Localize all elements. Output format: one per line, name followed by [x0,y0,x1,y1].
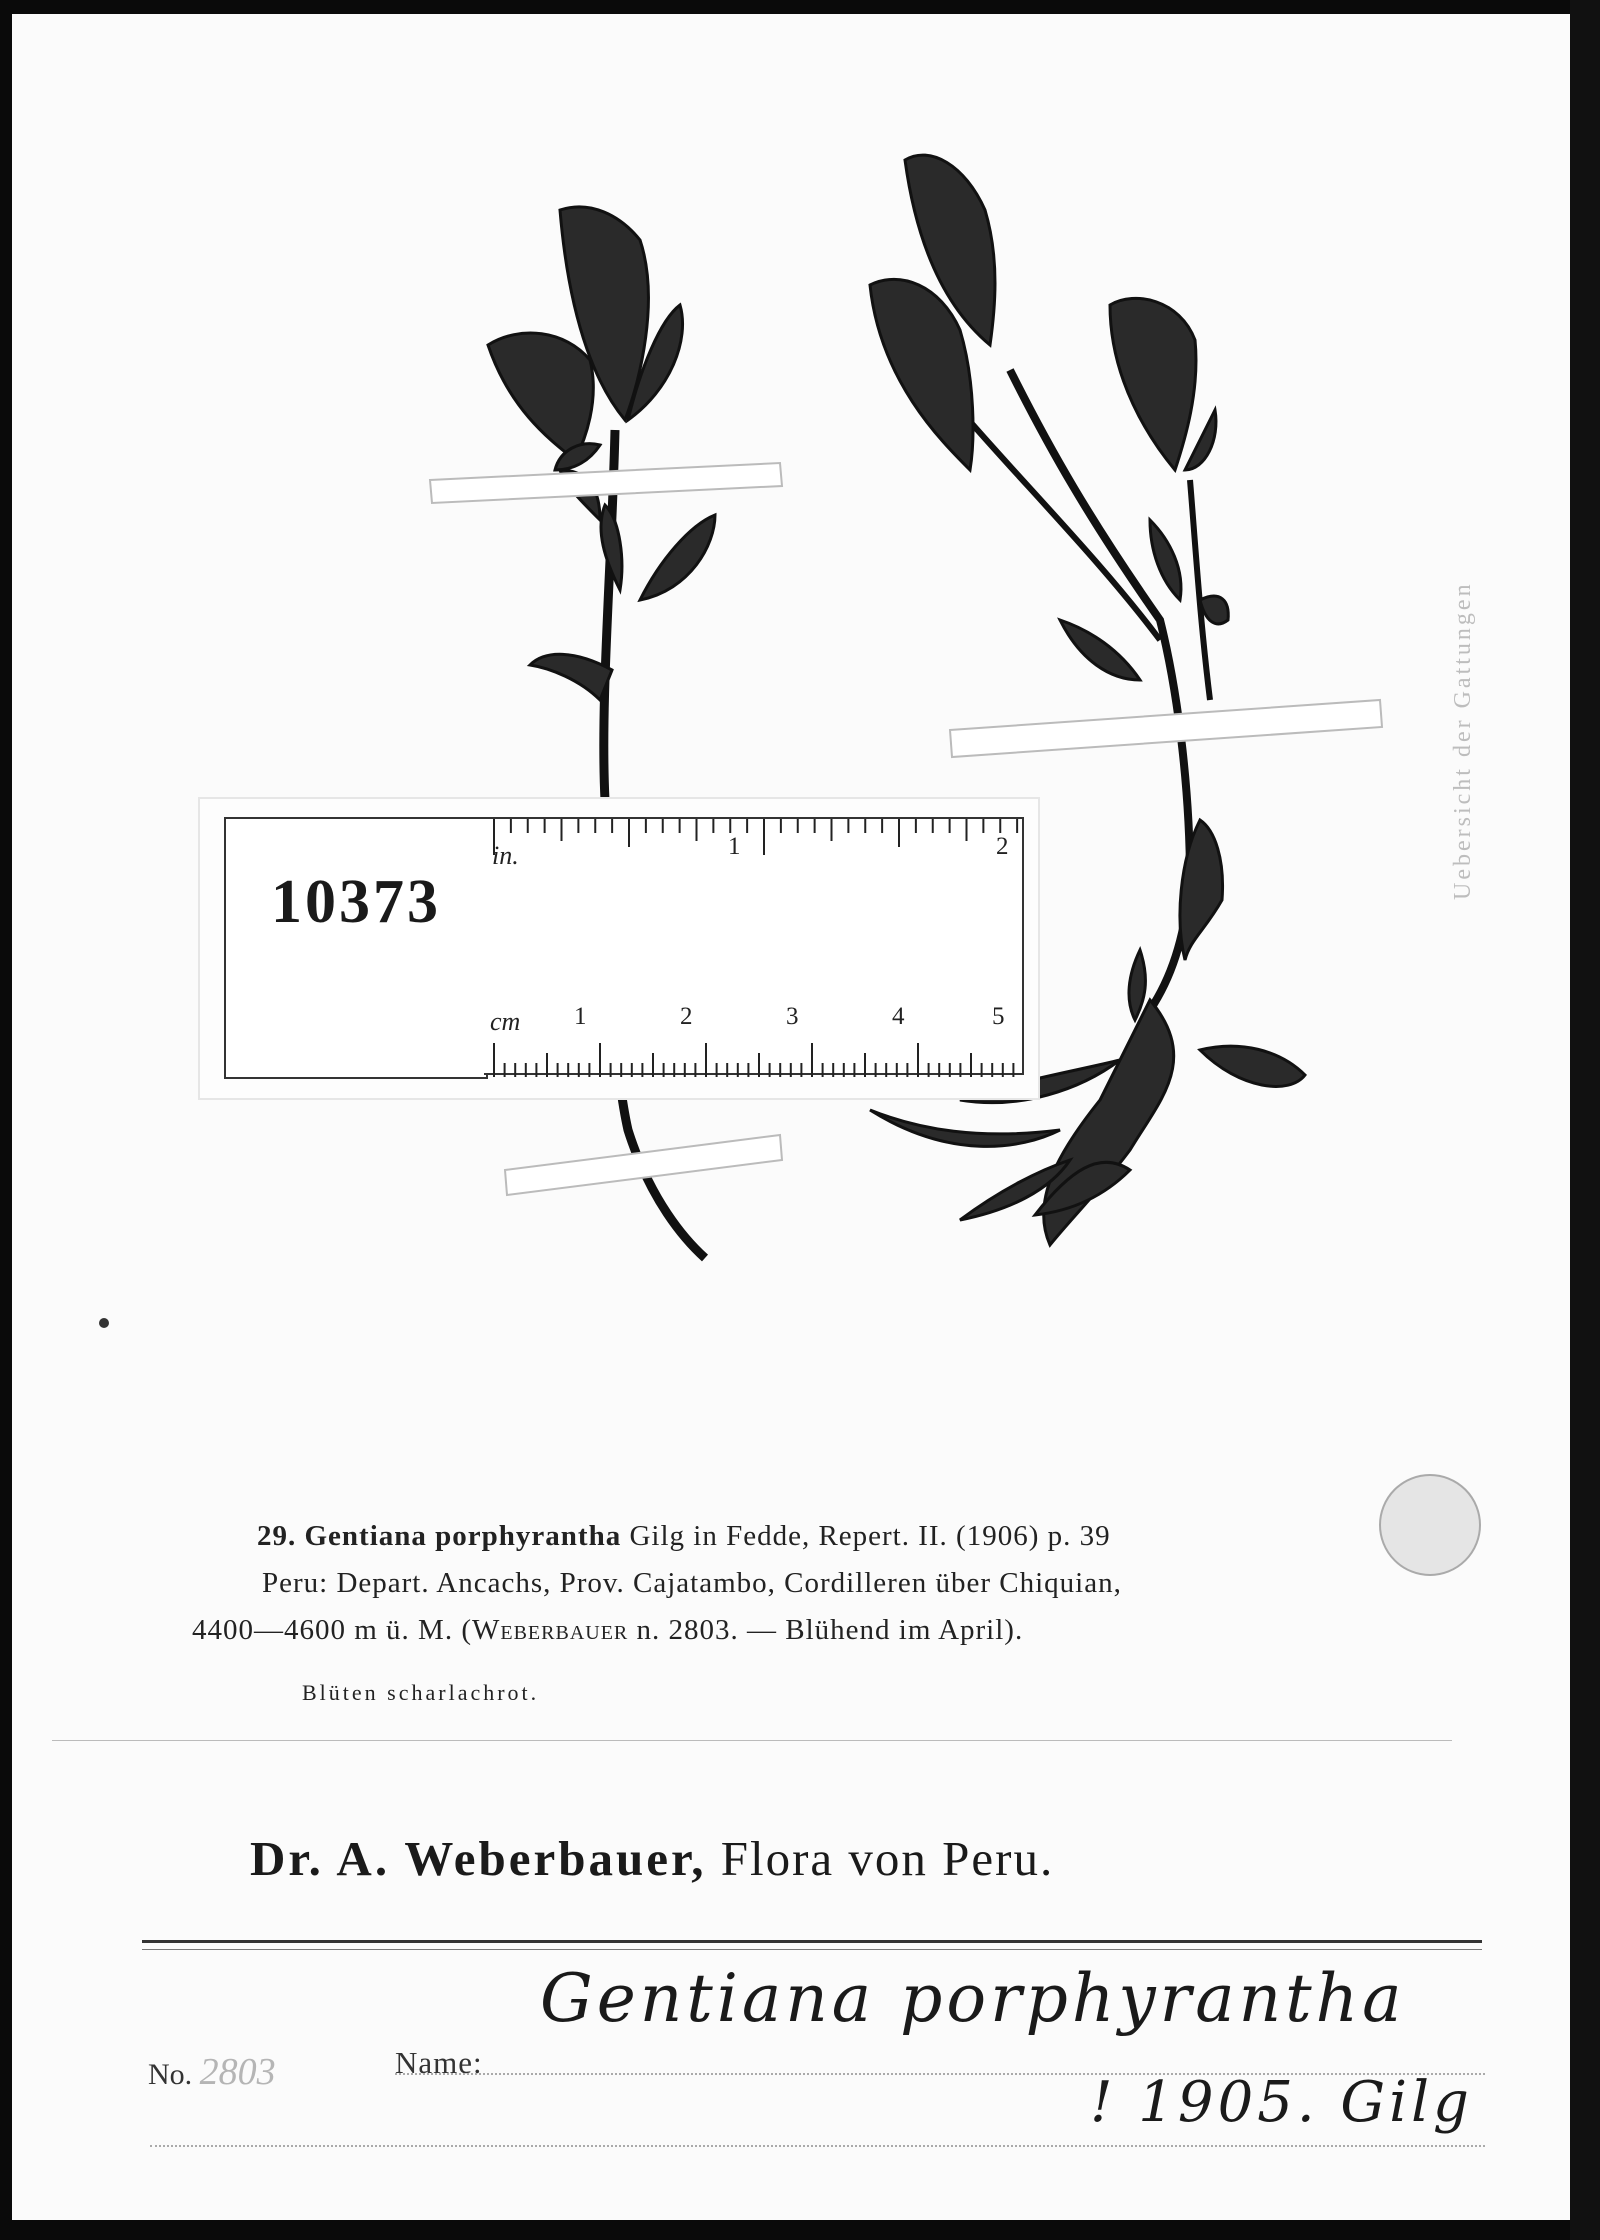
label-number: 29. [257,1520,297,1552]
ruler-ticks [484,819,1024,1077]
collector-header [250,1830,1054,1887]
catalog-number: 10373 [271,868,441,936]
catalog-box [224,817,488,1079]
name-label: Name: [395,2045,483,2080]
handwritten-name: Gentiana porphyrantha [540,1960,1406,2037]
label-line-3 [192,1614,1023,1647]
label-collector: Weberbauer [472,1614,629,1646]
no-value: 2803 [199,2051,276,2093]
cm-mark-2: 2 [680,1003,693,1030]
label-species: Gentiana porphyrantha [304,1520,622,1552]
name-dotted-line-2 [150,2145,1485,2147]
inch-unit-label: in. [492,841,519,870]
label-border [52,1740,1452,1741]
left-specimen [488,207,715,1258]
label-line-2: Peru: Depart. Ancachs, Prov. Cajatambo, Cordilleren über Chiquian, [262,1567,1122,1599]
collector-name: Dr. A. Weberbauer, [250,1831,707,1886]
cm-mark-3: 3 [786,1003,799,1030]
vertical-stamp [1432,400,1492,920]
label-note: Blüten scharlachrot. [302,1680,540,1705]
stamp-text: Uebersicht der Gattungen [1450,581,1476,900]
no-label-text: No. [148,2058,193,2091]
scale-ruler [198,797,1040,1100]
cm-mark-4: 4 [892,1003,905,1030]
label-line-1 [257,1520,1111,1553]
cm-mark-1: 1 [574,1003,587,1030]
no-label [148,2050,276,2094]
label-record: n. 2803. — Blühend im April). [628,1614,1024,1646]
label-citation: Gilg in Fedde, Repert. II. (1906) p. 39 [629,1520,1111,1552]
label-altitude: 4400—4600 m ü. M. ( [192,1614,472,1646]
cm-unit-label: cm [490,1007,521,1036]
flora-title: Flora von Peru. [720,1831,1055,1886]
printed-label [52,1490,1452,1740]
cm-mark-5: 5 [992,1003,1005,1030]
ruler-scale [484,817,1024,1075]
inch-mark-1: 1 [728,833,741,860]
header-rule [142,1940,1482,1943]
handwritten-authority: ! 1905. Gilg [1090,2070,1473,2135]
header-rule-thin [142,1949,1482,1950]
inch-mark-2: 2 [996,833,1009,860]
specimen-speck [99,1318,109,1328]
